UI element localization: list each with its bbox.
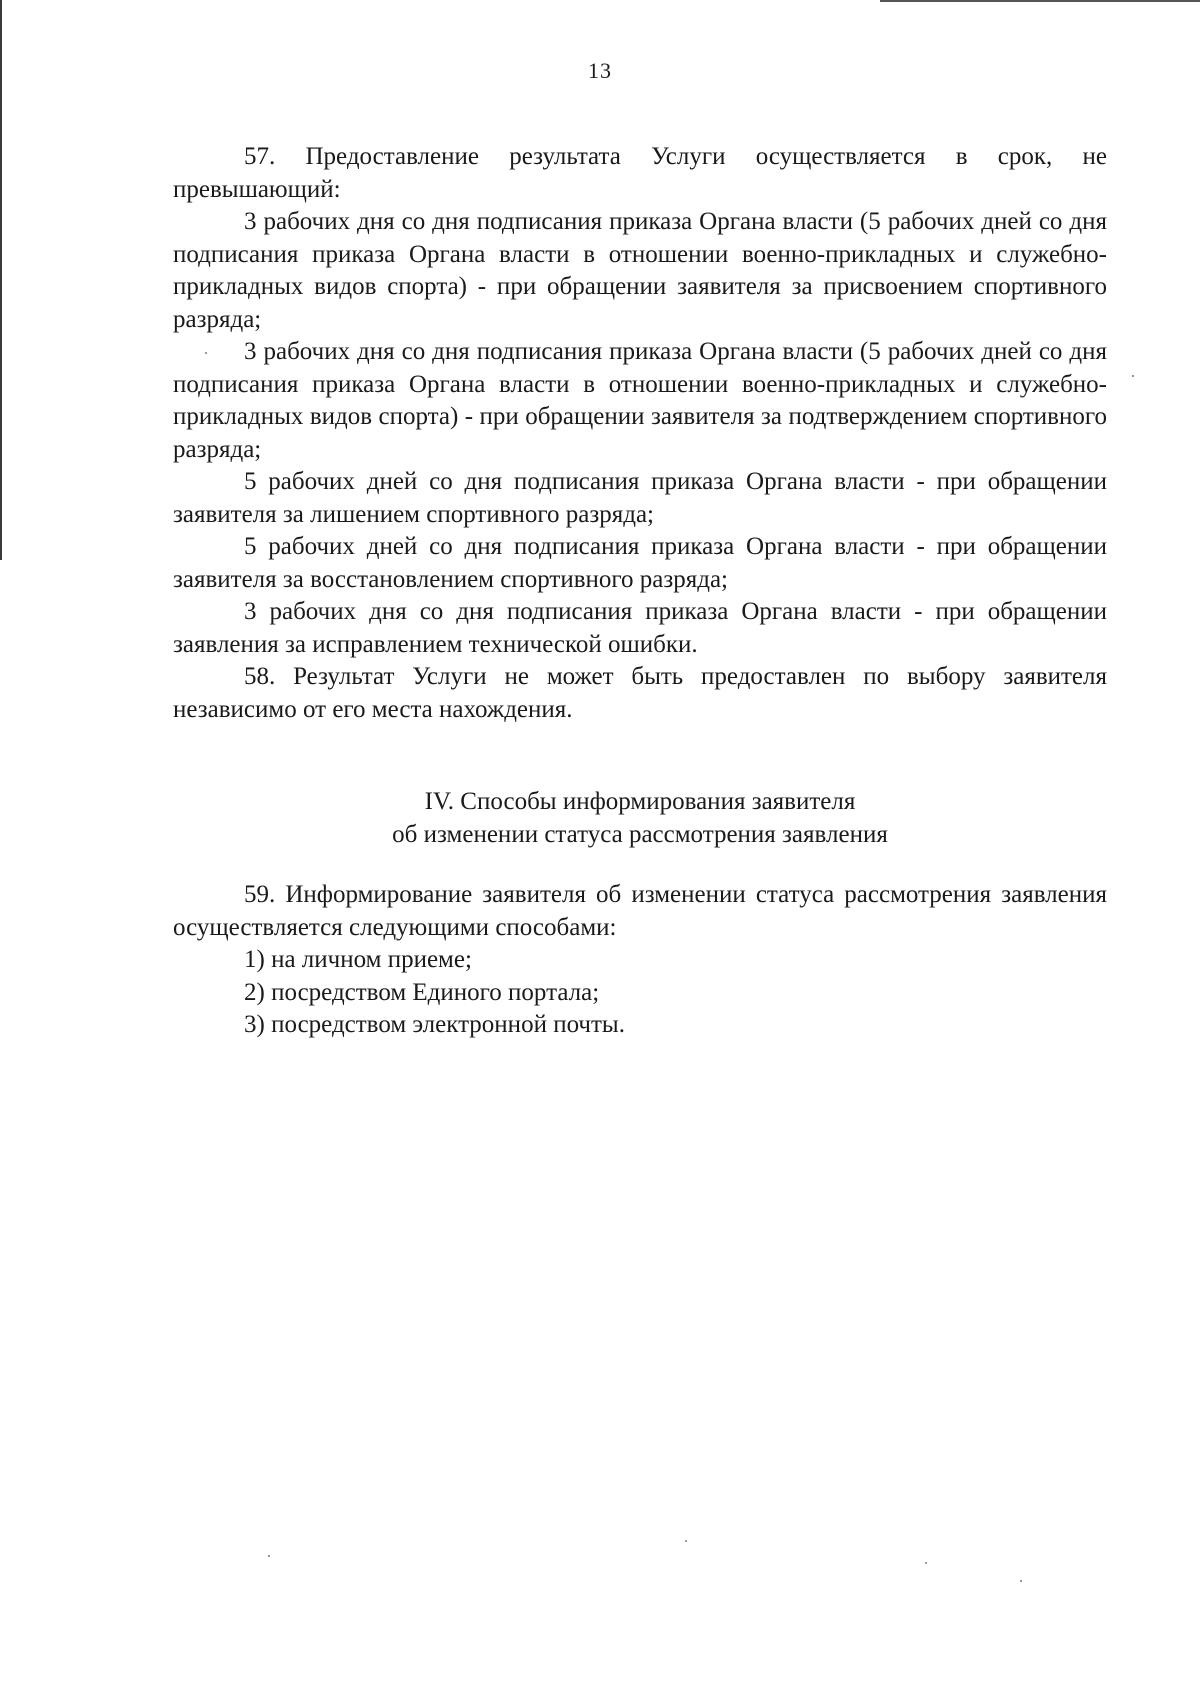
paragraph-term-error-correction: 3 рабочих дня со дня подписания приказа Органа власти - при обращении заявления за исправлением технической ошибки. [173, 598, 1107, 658]
scan-edge-top [880, 0, 1200, 2]
list-item-personal-reception: 1) на личном приеме; [244, 946, 472, 973]
scan-speck [685, 1540, 687, 1542]
scan-speck [205, 352, 207, 354]
paragraph-57: 57. Предоставление результата Услуги осуществляется в срок, не превышающий: [173, 143, 1107, 203]
paragraph-term-restoration: 5 рабочих дней со дня подписания приказа Органа власти - при обращении заявителя за восстановлением спортивного разряда; [173, 533, 1107, 593]
paragraph-59: 59. Информирование заявителя об изменении статуса рассмотрения заявления осуществляется следующими способами: [173, 881, 1107, 941]
document-body [173, 141, 1107, 1042]
paragraph-term-deprivation: 5 рабочих дней со дня подписания приказа Органа власти - при обращении заявителя за лишением спортивного разряда; [173, 468, 1107, 528]
list-item-email: 3) посредством электронной почты. [244, 1011, 625, 1038]
scan-speck [1132, 375, 1134, 377]
scan-edge-left [0, 0, 2, 560]
paragraph-58: 58. Результат Услуги не может быть предоставлен по выбору заявителя независимо от его места нахождения. [173, 663, 1107, 723]
scan-speck [268, 1555, 270, 1557]
section-heading [173, 786, 1107, 851]
list-item-unified-portal: 2) посредством Единого портала; [244, 978, 600, 1006]
section-title-line-2: об изменении статуса рассмотрения заявления [392, 820, 888, 848]
section-title-line-1: IV. Способы информирования заявителя [424, 788, 856, 815]
paragraph-term-assignment: 3 рабочих дня со дня подписания приказа Органа власти (5 рабочих дней со дня подписания приказа Органа власти в отношении военно-прикладных и служебно-прикладных видов спорта) - при обращении заявителя за присвоением спортивного разряда; [173, 208, 1107, 333]
page-number: 13 [588, 58, 612, 83]
scan-speck [925, 1562, 927, 1564]
scan-speck [1020, 1580, 1022, 1582]
paragraph-term-confirmation: 3 рабочих дня со дня подписания приказа Органа власти (5 рабочих дней со дня подписания приказа Органа власти в отношении военно-прикладных и служебно-прикладных видов спорта) - при обращении заявителя за подтверждением спортивного разряда; [173, 338, 1107, 463]
